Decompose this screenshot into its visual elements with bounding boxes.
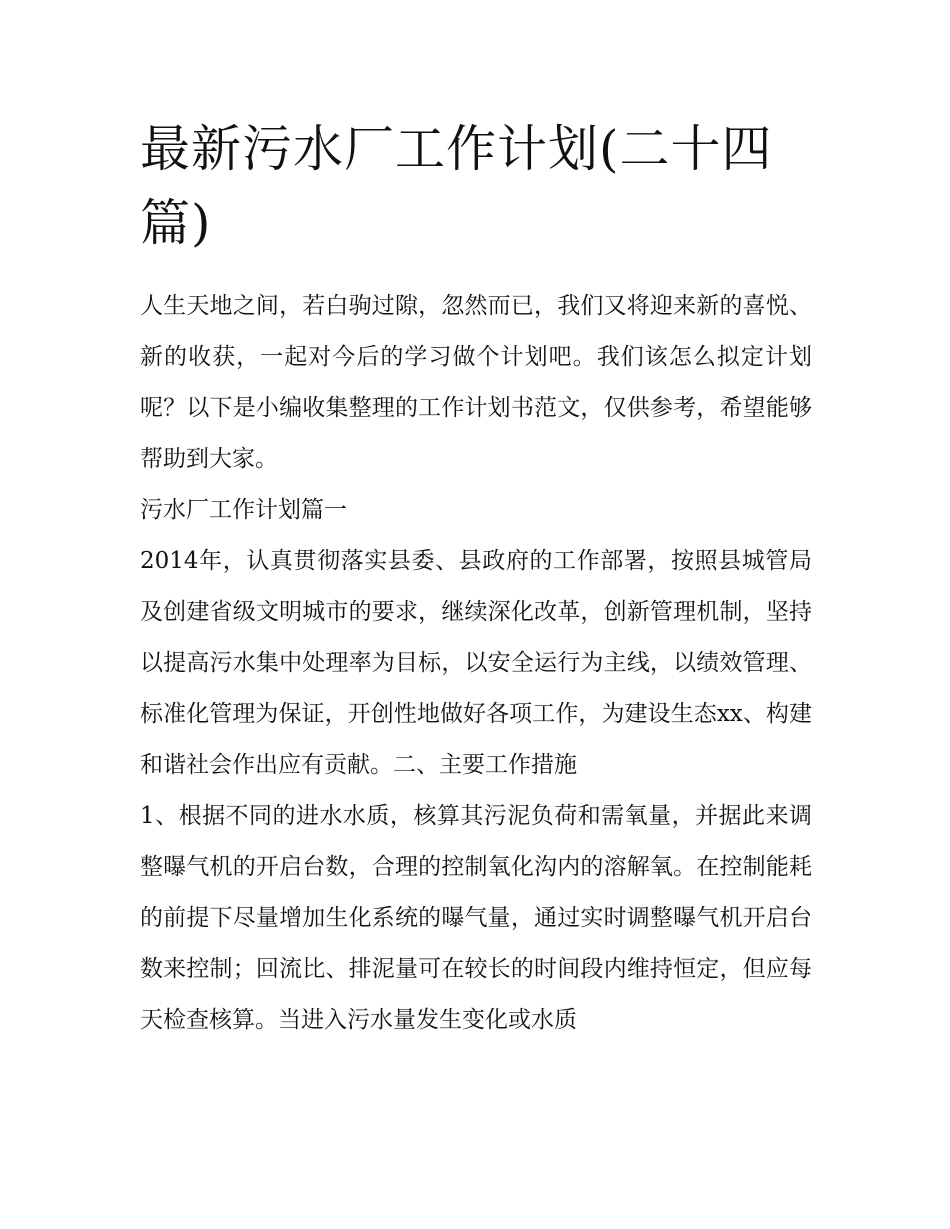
body-paragraph: 2014年，认真贯彻落实县委、县政府的工作部署，按照县城管局及创建省级文明城市的要求，继续深化改革，创新管理机制，坚持以提高污水集中处理率为目标，以安全运行为主线，以绩效管理、标准化管理为保证，开创性地做好各项工作，为建设生态xx、构建和谐社会作出应有贡献。二、主要工作措施 <box>140 548 812 778</box>
document-title: 最新污水厂工作计划(二十四篇) <box>140 120 773 252</box>
section-heading: 污水厂工作计划篇一 <box>140 497 347 523</box>
measure-paragraph: 1、根据不同的进水水质，核算其污泥负荷和需氧量，并据此来调整曝气机的开启台数，合理的控制氧化沟内的溶解氧。在控制能耗的前提下尽量增加生化系统的曝气量，通过实时调整曝气机开启台数来控制；回流比、排泥量可在较长的时间段内维持恒定，但应每天检查核算。当进入污水量发生变化或水质 <box>140 803 812 1033</box>
intro-paragraph: 人生天地之间，若白驹过隙，忽然而已，我们又将迎来新的喜悦、新的收获，一起对今后的学习做个计划吧。我们该怎么拟定计划呢？以下是小编收集整理的工作计划书范文，仅供参考，希望能够帮助到大家。 <box>140 293 812 472</box>
document-body <box>140 281 812 1046</box>
document-content <box>140 112 812 1046</box>
